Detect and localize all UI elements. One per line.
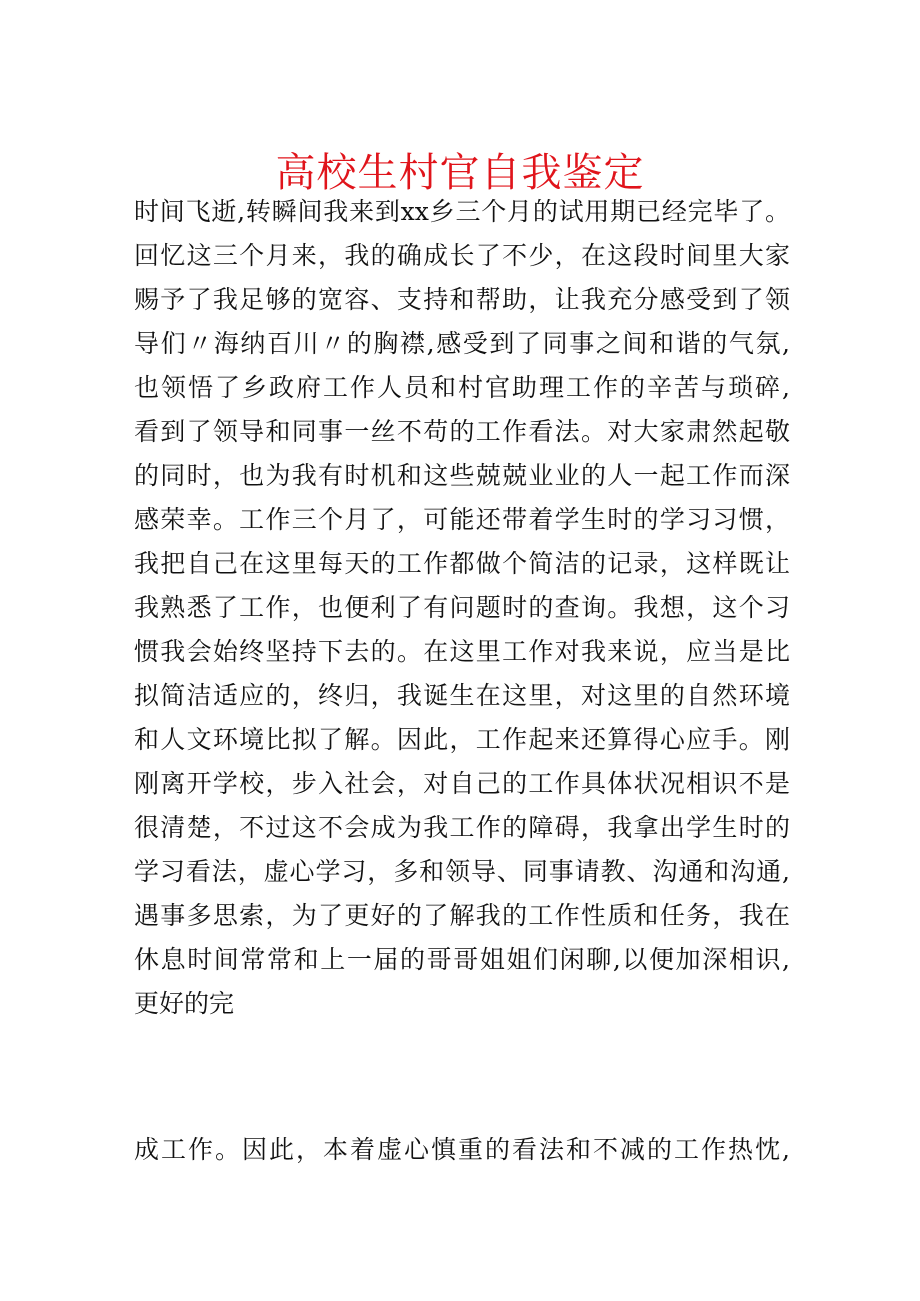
- text-line: 很清楚，不过这不会成为我工作的障碍，我拿出学生时的: [134, 813, 790, 842]
- text-line: 导们〃海纳百川〃的胸襟,感受到了同事之间和谐的气氛,: [134, 329, 790, 358]
- text-line: 感荣幸。工作三个月了，可能还带着学生时的学习习惯，: [134, 505, 790, 534]
- text-line: 时间飞逝,转瞬间我来到xx乡三个月的试用期已经完毕了。: [134, 197, 790, 226]
- text-line: 遇事多思索，为了更好的了解我的工作性质和任务，我在: [134, 901, 790, 930]
- text-line: 的同时，也为我有时机和这些兢兢业业的人一起工作而深: [134, 461, 790, 490]
- text-line: 休息时间常常和上一届的哥哥姐姐们闲聊,以便加深相识,: [134, 945, 790, 974]
- body-paragraph: [134, 190, 790, 1026]
- text-line: 更好的完: [134, 989, 235, 1018]
- text-line: 看到了领导和同事一丝不苟的工作看法。对大家肃然起敬: [134, 417, 790, 446]
- continuation-line: 成工作。因此，本着虚心慎重的看法和不减的工作热忱,: [134, 1135, 790, 1164]
- document-title: 高校生村官自我鉴定: [275, 150, 645, 196]
- text-line: 刚离开学校，步入社会，对自己的工作具体状况相识不是: [134, 769, 790, 798]
- text-line: 赐予了我足够的宽容、支持和帮助，让我充分感受到了领: [134, 285, 790, 314]
- text-line: 学习看法，虚心学习，多和领导、同事请教、沟通和沟通,: [134, 857, 790, 886]
- text-line: 也领悟了乡政府工作人员和村官助理工作的辛苦与琐碎,: [134, 373, 790, 402]
- text-line: 拟简洁适应的，终归，我诞生在这里，对这里的自然环境: [134, 681, 790, 710]
- text-line: 回忆这三个月来，我的确成长了不少，在这段时间里大家: [134, 241, 790, 270]
- text-line: 我熟悉了工作，也便利了有问题时的查询。我想，这个习: [134, 593, 790, 622]
- text-line: 和人文环境比拟了解。因此，工作起来还算得心应手。刚: [134, 725, 790, 754]
- text-line: 惯我会始终坚持下去的。在这里工作对我来说，应当是比: [134, 637, 790, 666]
- text-line: 我把自己在这里每天的工作都做个简洁的记录，这样既让: [134, 549, 790, 578]
